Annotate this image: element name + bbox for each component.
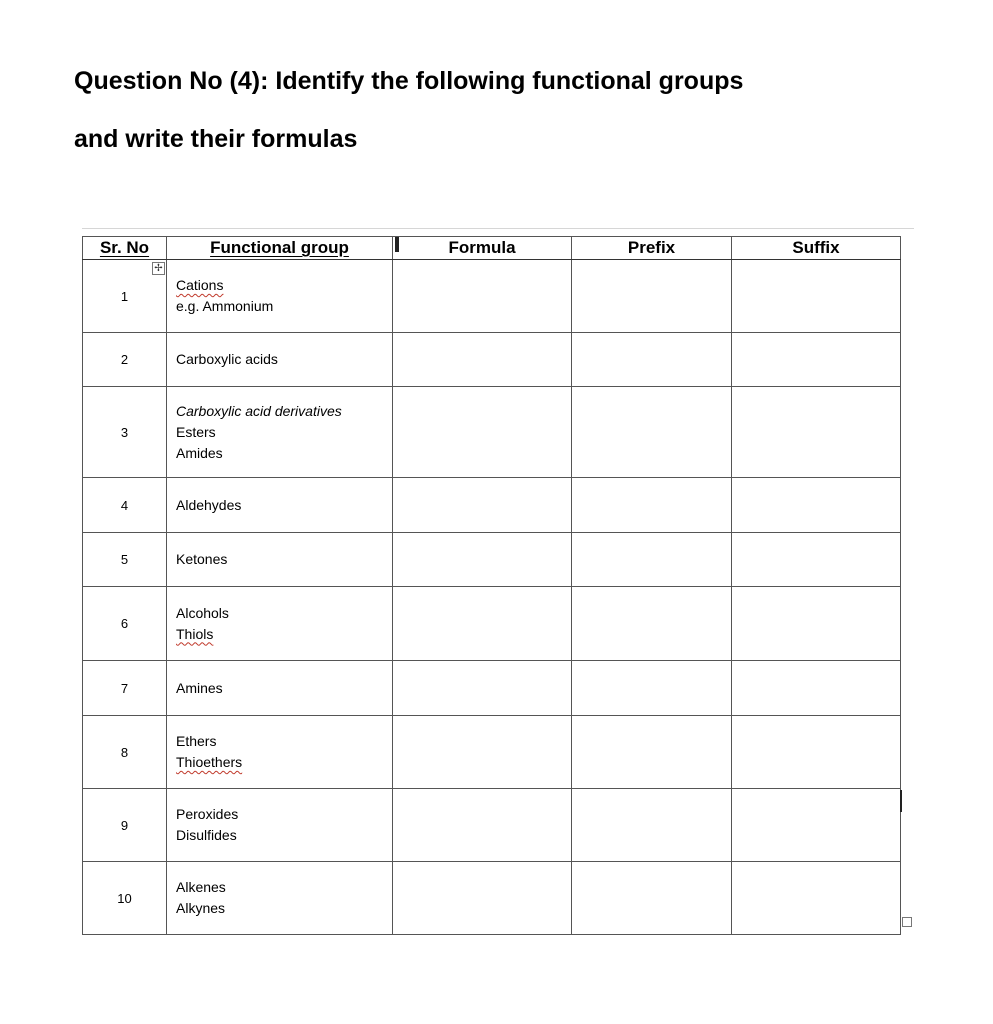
header-suffix[interactable]: Suffix — [732, 237, 901, 260]
sr-cell[interactable]: 4 — [83, 478, 167, 533]
group-line: Disulfides — [176, 827, 237, 843]
header-prefix[interactable]: Prefix — [572, 237, 732, 260]
functional-groups-table — [82, 236, 901, 935]
group-line: Aldehydes — [176, 496, 242, 513]
suffix-cell[interactable] — [732, 661, 901, 716]
sr-cell[interactable]: 8 — [83, 716, 167, 789]
table-row — [83, 387, 901, 478]
table-row — [83, 478, 901, 533]
group-line: Alkynes — [176, 900, 226, 916]
suffix-cell[interactable] — [732, 333, 901, 387]
column-edge-marker — [900, 790, 902, 812]
group-line: Ethers — [176, 733, 217, 749]
prefix-cell[interactable] — [572, 533, 732, 587]
sr-cell[interactable]: 2 — [83, 333, 167, 387]
functional-group-cell[interactable] — [167, 587, 393, 661]
sr-cell[interactable]: 5 — [83, 533, 167, 587]
formula-cell[interactable] — [393, 333, 572, 387]
functional-group-cell[interactable] — [167, 862, 393, 935]
prefix-cell[interactable] — [572, 661, 732, 716]
group-line: Carboxylic acid derivatives — [176, 402, 342, 419]
question-title — [74, 52, 954, 168]
sr-cell[interactable]: 9 — [83, 789, 167, 862]
formula-cell[interactable] — [393, 533, 572, 587]
table-row — [83, 716, 901, 789]
question-title-line-2: and write their formulas — [74, 125, 358, 153]
group-line: Ketones — [176, 551, 228, 567]
group-line: Thioethers — [176, 754, 243, 770]
suffix-cell[interactable] — [732, 789, 901, 862]
functional-group-cell[interactable] — [167, 661, 393, 716]
table-row — [83, 862, 901, 935]
group-line: Carboxylic acids — [176, 351, 278, 367]
group-line: e.g. Ammonium — [176, 298, 274, 314]
top-rule-divider — [82, 228, 914, 229]
table-row — [83, 661, 901, 716]
table-row — [83, 789, 901, 862]
functional-group-cell[interactable] — [167, 478, 393, 533]
suffix-cell[interactable] — [732, 716, 901, 789]
group-line: Amines — [176, 679, 223, 696]
prefix-cell[interactable] — [572, 587, 732, 661]
formula-cell[interactable] — [393, 387, 572, 478]
table-row — [83, 587, 901, 661]
prefix-cell[interactable] — [572, 260, 732, 333]
move-cross-icon[interactable]: ✢ — [152, 262, 165, 275]
group-line: Amides — [176, 444, 223, 461]
functional-group-cell[interactable] — [167, 387, 393, 478]
question-title-line-1: Question No (4): Identify the following functional groups — [74, 67, 744, 95]
suffix-cell[interactable] — [732, 587, 901, 661]
group-line: Cations — [176, 277, 224, 293]
formula-cell[interactable] — [393, 587, 572, 661]
group-line: Thiols — [176, 625, 214, 642]
prefix-cell[interactable] — [572, 387, 732, 478]
suffix-cell[interactable] — [732, 862, 901, 935]
resize-square-icon[interactable] — [902, 917, 912, 927]
formula-cell[interactable] — [393, 260, 572, 333]
sr-cell[interactable]: 7 — [83, 661, 167, 716]
table-header-row — [83, 237, 901, 260]
functional-group-cell[interactable] — [167, 260, 393, 333]
group-line: Esters — [176, 423, 216, 440]
sr-cell[interactable]: 3 — [83, 387, 167, 478]
formula-cell[interactable] — [393, 789, 572, 862]
table-row — [83, 333, 901, 387]
sr-cell[interactable]: 10 — [83, 862, 167, 935]
suffix-cell[interactable] — [732, 260, 901, 333]
group-line: Alcohols — [176, 604, 229, 621]
table-row — [83, 260, 901, 333]
table-row — [83, 533, 901, 587]
functional-group-cell[interactable] — [167, 333, 393, 387]
formula-cell[interactable] — [393, 862, 572, 935]
prefix-cell[interactable] — [572, 716, 732, 789]
functional-group-cell[interactable] — [167, 716, 393, 789]
header-formula[interactable]: Formula — [393, 237, 572, 260]
prefix-cell[interactable] — [572, 333, 732, 387]
header-functional-group[interactable]: Functional group — [167, 237, 393, 260]
prefix-cell[interactable] — [572, 862, 732, 935]
functional-group-cell[interactable] — [167, 533, 393, 587]
group-line: Peroxides — [176, 806, 239, 822]
group-line: Alkenes — [176, 879, 226, 895]
formula-cell[interactable] — [393, 716, 572, 789]
prefix-cell[interactable] — [572, 789, 732, 862]
suffix-cell[interactable] — [732, 478, 901, 533]
suffix-cell[interactable] — [732, 387, 901, 478]
functional-group-cell[interactable] — [167, 789, 393, 862]
sr-cell[interactable]: 6 — [83, 587, 167, 661]
formula-cell[interactable] — [393, 661, 572, 716]
formula-cell[interactable] — [393, 478, 572, 533]
suffix-cell[interactable] — [732, 533, 901, 587]
sr-cell[interactable]: 1 — [83, 260, 167, 333]
header-sr-no[interactable]: Sr. No — [83, 237, 167, 260]
prefix-cell[interactable] — [572, 478, 732, 533]
